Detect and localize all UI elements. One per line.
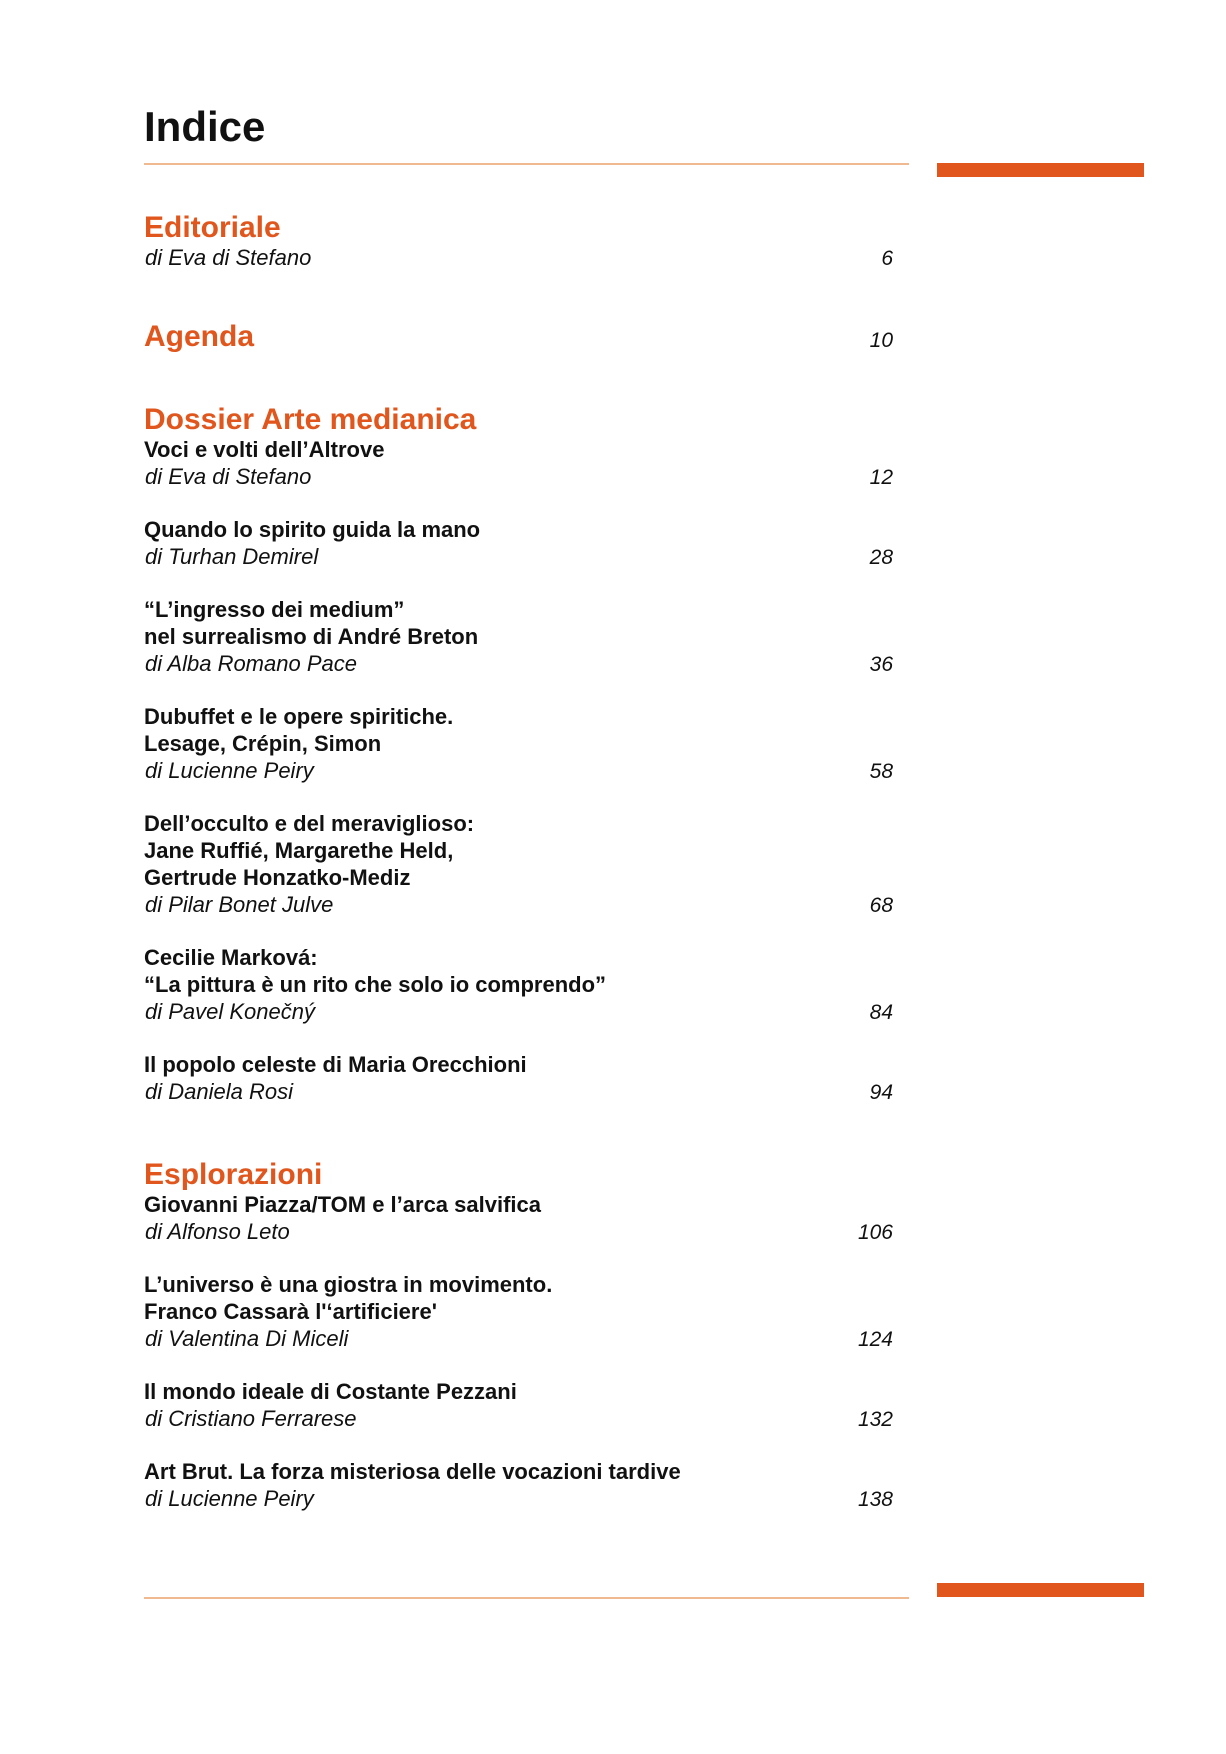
page-number[interactable]: 6 (881, 247, 893, 270)
entry-title-continued[interactable]: Lesage, Crépin, Simon (144, 731, 382, 756)
entry-author: di Daniela Rosi (145, 1079, 293, 1104)
section-heading-dossier-arte-medianica: Dossier Arte medianica (144, 403, 477, 436)
bottom-accent-bar (937, 1583, 1144, 1597)
entry-title-continued[interactable]: Gertrude Honzatko-Mediz (144, 865, 411, 890)
section-heading-editoriale: Editoriale (144, 211, 281, 244)
entry-title[interactable]: Dell’occulto e del meraviglioso: (144, 811, 475, 836)
entry-author: di Eva di Stefano (145, 464, 312, 489)
page-number[interactable]: 12 (869, 466, 893, 489)
entry-title[interactable]: Giovanni Piazza/TOM e l’arca salvifica (144, 1192, 541, 1217)
page-number[interactable]: 138 (857, 1488, 893, 1511)
entry-title-continued[interactable]: Franco Cassarà l'‘artificiere' (144, 1299, 437, 1324)
page-number[interactable]: 84 (869, 1001, 893, 1024)
entry-title[interactable]: Quando lo spirito guida la mano (144, 517, 481, 542)
section-heading-esplorazioni: Esplorazioni (144, 1158, 323, 1191)
entry-author: di Turhan Demirel (145, 544, 319, 569)
entry-author: di Lucienne Peiry (145, 758, 314, 783)
entry-author: di Lucienne Peiry (145, 1486, 314, 1511)
entry-title[interactable]: Voci e volti dell’Altrove (144, 437, 385, 462)
entry-title[interactable]: Art Brut. La forza misteriosa delle vocazioni tardive (144, 1459, 681, 1484)
section-heading-agenda: Agenda (144, 320, 255, 353)
entry-author: di Pavel Konečný (145, 999, 315, 1024)
page-number[interactable]: 94 (869, 1081, 893, 1104)
bottom-divider (144, 1597, 909, 1599)
entry-author: di Pilar Bonet Julve (145, 892, 334, 917)
entry-title[interactable]: “L’ingresso dei medium” (144, 597, 405, 622)
entry-title[interactable]: Cecilie Marková: (144, 945, 318, 970)
entry-title[interactable]: L’universo è una giostra in movimento. (144, 1272, 553, 1297)
page-number[interactable]: 106 (857, 1221, 893, 1244)
page-number[interactable]: 58 (869, 760, 893, 783)
page-number[interactable]: 132 (857, 1408, 893, 1431)
entry-author: di Cristiano Ferrarese (145, 1406, 357, 1431)
entry-author: di Alfonso Leto (145, 1219, 290, 1244)
page-number[interactable]: 124 (857, 1328, 893, 1351)
entry-title[interactable]: Dubuffet e le opere spiritiche. (144, 704, 454, 729)
page-number[interactable]: 10 (869, 329, 893, 352)
entry-title[interactable]: Il popolo celeste di Maria Orecchioni (144, 1052, 527, 1077)
entry-title-continued[interactable]: nel surrealismo di André Breton (144, 624, 479, 649)
page-number[interactable]: 28 (869, 546, 893, 569)
page-number[interactable]: 36 (869, 653, 893, 676)
page-number[interactable]: 68 (869, 894, 893, 917)
entry-author: di Alba Romano Pace (145, 651, 357, 676)
top-divider (144, 163, 909, 165)
entry-title-continued[interactable]: “La pittura è un rito che solo io comprendo” (144, 972, 607, 997)
top-accent-bar (937, 163, 1144, 177)
entry-author: di Valentina Di Miceli (145, 1326, 349, 1351)
entry-title[interactable]: Il mondo ideale di Costante Pezzani (144, 1379, 517, 1404)
entry-title-continued[interactable]: Jane Ruffié, Margarethe Held, (144, 838, 454, 863)
entry-author: di Eva di Stefano (145, 245, 312, 270)
page-title: Indice (144, 103, 266, 150)
